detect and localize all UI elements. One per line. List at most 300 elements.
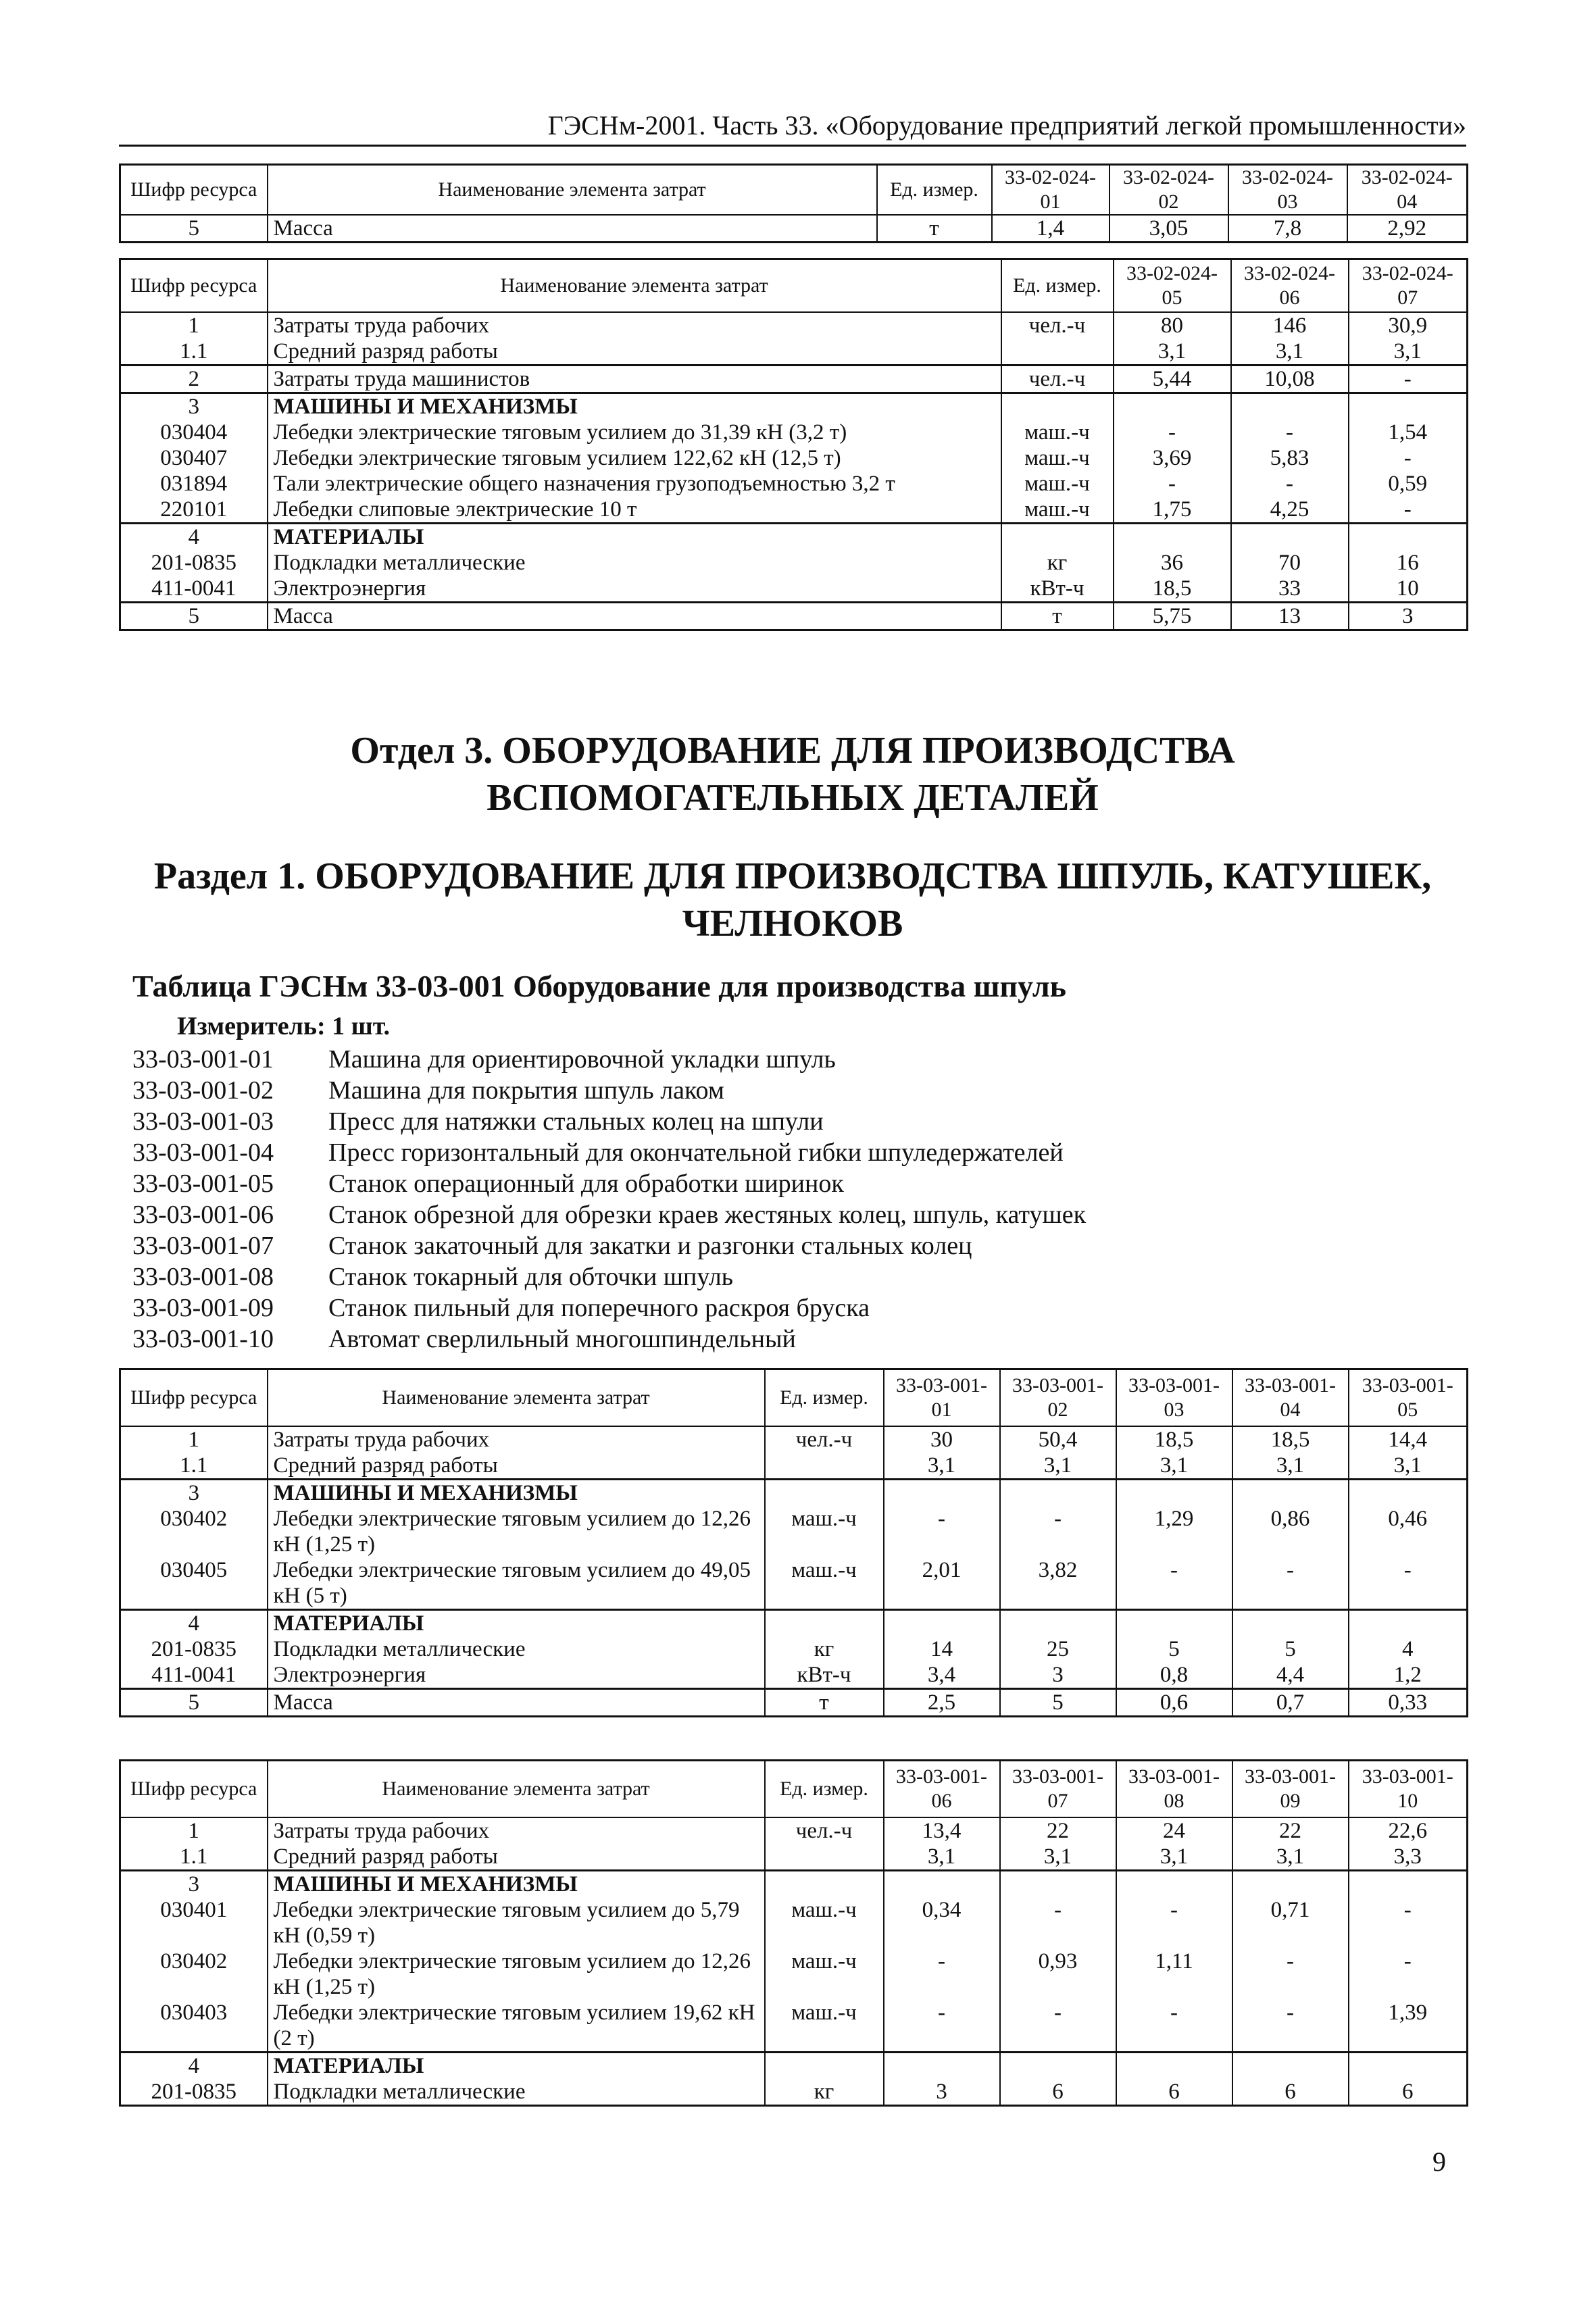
table-row	[120, 338, 1468, 366]
group-heading: МАТЕРИАЛЫ	[268, 2052, 765, 2079]
unit-cell: маш.-ч	[765, 2000, 884, 2053]
value-cell: 1,75	[1114, 497, 1231, 524]
value-cell: 14	[884, 1636, 1000, 1662]
table-row	[120, 1817, 1468, 1844]
resource-code: 1	[120, 1426, 268, 1453]
group-heading: МАШИНЫ И МЕХАНИЗМЫ	[268, 393, 1001, 420]
value-cell	[1349, 2052, 1468, 2079]
value-cell: 13,4	[884, 1817, 1000, 1844]
value-cell	[1349, 1479, 1468, 1506]
resource-table-001-01-05	[119, 1368, 1468, 1717]
value-cell: 30,9	[1349, 312, 1468, 338]
value-cell: 0,46	[1349, 1506, 1468, 1557]
table-row	[120, 576, 1468, 603]
item-code: 33-03-001-06	[132, 1201, 274, 1229]
item-code: 33-03-001-02	[132, 1076, 274, 1105]
value-cell: 6	[1349, 2079, 1468, 2106]
value-cell: 22,6	[1349, 1817, 1468, 1844]
value-cell: 0,86	[1232, 1506, 1349, 1557]
unit-cell: кг	[765, 1636, 884, 1662]
value-cell: 4	[1349, 1636, 1468, 1662]
resource-code: 5	[120, 215, 268, 243]
value-cell: 5	[1116, 1636, 1232, 1662]
resource-code: 030402	[120, 1948, 268, 2000]
table-row	[120, 365, 1468, 393]
value-cell: 3,1	[1349, 338, 1468, 366]
value-cell: 3	[884, 2079, 1000, 2106]
value-cell: 3,1	[1231, 338, 1349, 366]
value-cell: 16	[1349, 550, 1468, 576]
unit-cell: маш.-ч	[765, 1506, 884, 1557]
value-cell: 0,6	[1116, 1688, 1232, 1716]
group-heading: МАШИНЫ И МЕХАНИЗМЫ	[268, 1870, 765, 1897]
resource-code: 3	[120, 1479, 268, 1506]
unit-cell: кВт-ч	[1001, 576, 1114, 603]
resource-name: Лебедки электрические тяговым усилием 19,62 кН (2 т)	[268, 2000, 765, 2053]
value-cell	[884, 1479, 1000, 1506]
item-code: 33-03-001-08	[132, 1263, 274, 1291]
value-cell: 5	[1232, 1636, 1349, 1662]
group-heading: МАШИНЫ И МЕХАНИЗМЫ	[268, 1479, 765, 1506]
value-cell: -	[1349, 445, 1468, 471]
value-cell: 7,8	[1228, 215, 1347, 243]
resource-code: 2	[120, 365, 268, 393]
value-cell: 80	[1114, 312, 1231, 338]
value-cell	[1000, 2052, 1116, 2079]
value-cell	[1000, 1870, 1116, 1897]
running-header: ГЭСНм-2001. Часть 33. «Оборудование предприятий легкой промышленности»	[119, 108, 1466, 147]
value-cell: 18,5	[1232, 1426, 1349, 1453]
resource-name: Масса	[268, 1688, 765, 1716]
resource-name: Электроэнергия	[268, 576, 1001, 603]
value-cell: 0,34	[884, 1897, 1000, 1948]
list-item	[132, 1199, 1457, 1230]
column-header: 33-03-001-02	[1000, 1369, 1116, 1426]
value-cell: 3,1	[1000, 1844, 1116, 1871]
list-item	[132, 1292, 1457, 1324]
value-cell	[1000, 1609, 1116, 1636]
resource-name: Подкладки металлические	[268, 550, 1001, 576]
unit-cell: кВт-ч	[765, 1662, 884, 1689]
value-cell	[1114, 393, 1231, 420]
unit-cell: маш.-ч	[765, 1897, 884, 1948]
column-header: 33-02-024-03	[1228, 165, 1347, 216]
value-cell: 14,4	[1349, 1426, 1468, 1453]
column-header: 33-03-001-07	[1000, 1761, 1116, 1817]
value-cell: -	[1232, 1557, 1349, 1610]
list-item	[132, 1261, 1457, 1292]
value-cell: 30	[884, 1426, 1000, 1453]
value-cell: 0,71	[1232, 1897, 1349, 1948]
unit-cell: маш.-ч	[765, 1948, 884, 2000]
table-title: Таблица ГЭСНм 33-03-001 Оборудование для производства шпуль	[132, 969, 1066, 1003]
value-cell: -	[1231, 471, 1349, 497]
department-heading	[119, 727, 1466, 822]
value-cell	[1000, 1479, 1116, 1506]
table-row	[120, 1557, 1468, 1610]
value-cell: 10,08	[1231, 365, 1349, 393]
value-cell	[1232, 1609, 1349, 1636]
resource-code: 411-0041	[120, 576, 268, 603]
value-cell: 3,1	[1000, 1453, 1116, 1480]
resource-name: Лебедки электрические тяговым усилием до 49,05 кН (5 т)	[268, 1557, 765, 1610]
item-name: Машина для ориентировочной укладки шпуль	[328, 1045, 836, 1074]
table-row	[120, 1609, 1468, 1636]
section-heading	[119, 853, 1466, 947]
name-header: Наименование элемента затрат	[268, 259, 1001, 312]
value-cell: -	[1232, 2000, 1349, 2053]
table-row	[120, 1897, 1468, 1948]
column-header: 33-02-024-05	[1114, 259, 1231, 312]
table-row	[120, 550, 1468, 576]
value-cell: 3,05	[1109, 215, 1228, 243]
table-row	[120, 2079, 1468, 2106]
resource-code: 1	[120, 1817, 268, 1844]
table-row	[120, 312, 1468, 338]
value-cell: 36	[1114, 550, 1231, 576]
value-cell	[1232, 1870, 1349, 1897]
unit-cell	[1001, 393, 1114, 420]
value-cell: 0,93	[1000, 1948, 1116, 2000]
table-row	[120, 1479, 1468, 1506]
unit-cell	[1001, 523, 1114, 550]
value-cell	[1349, 1870, 1468, 1897]
value-cell: 1,54	[1349, 420, 1468, 445]
resource-code: 220101	[120, 497, 268, 524]
item-name: Станок токарный для обточки шпуль	[328, 1263, 734, 1291]
value-cell: -	[884, 2000, 1000, 2053]
value-cell: -	[1231, 420, 1349, 445]
resource-code: 3	[120, 393, 268, 420]
value-cell: 3,3	[1349, 1844, 1468, 1871]
resource-code: 1.1	[120, 1453, 268, 1480]
column-header: 33-03-001-05	[1349, 1369, 1468, 1426]
value-cell: -	[1349, 497, 1468, 524]
list-item	[132, 1230, 1457, 1261]
list-item	[132, 1168, 1457, 1199]
column-header: 33-02-024-04	[1347, 165, 1468, 216]
unit-cell	[765, 1609, 884, 1636]
value-cell: -	[884, 1948, 1000, 2000]
unit-cell	[765, 1870, 884, 1897]
resource-code: 1.1	[120, 1844, 268, 1871]
column-header: 33-03-001-10	[1349, 1761, 1468, 1817]
table-row	[120, 1844, 1468, 1871]
unit-cell	[765, 2052, 884, 2079]
department-heading-line: ВСПОМОГАТЕЛЬНЫХ ДЕТАЛЕЙ	[487, 777, 1099, 819]
value-cell: 5,83	[1231, 445, 1349, 471]
table-row	[120, 1948, 1468, 2000]
value-cell	[1231, 523, 1349, 550]
value-cell: 1,29	[1116, 1506, 1232, 1557]
item-name: Пресс горизонтальный для окончательной гибки шпуледержателей	[328, 1138, 1064, 1167]
value-cell	[884, 1609, 1000, 1636]
table-row	[120, 523, 1468, 550]
unit-cell: чел.-ч	[1001, 312, 1114, 338]
value-cell	[1116, 1609, 1232, 1636]
resource-name: Лебедки электрические тяговым усилием до 12,26 кН (1,25 т)	[268, 1506, 765, 1557]
resource-code: 3	[120, 1870, 268, 1897]
value-cell	[884, 1870, 1000, 1897]
value-cell: 0,33	[1349, 1688, 1468, 1716]
value-cell: 3,1	[1114, 338, 1231, 366]
value-cell: 25	[1000, 1636, 1116, 1662]
resource-name: Электроэнергия	[268, 1662, 765, 1689]
resource-name: Средний разряд работы	[268, 338, 1001, 366]
unit-cell: чел.-ч	[1001, 365, 1114, 393]
value-cell	[1232, 2052, 1349, 2079]
unit-cell	[765, 1479, 884, 1506]
unit-cell: маш.-ч	[1001, 420, 1114, 445]
value-cell: 3,4	[884, 1662, 1000, 1689]
meter-label: Измеритель: 1 шт.	[177, 1012, 391, 1040]
table-row	[120, 1636, 1468, 1662]
value-cell: -	[1349, 365, 1468, 393]
item-code: 33-03-001-01	[132, 1045, 274, 1074]
column-header: 33-03-001-06	[884, 1761, 1000, 1817]
item-code: 33-03-001-10	[132, 1325, 274, 1353]
value-cell: 6	[1116, 2079, 1232, 2106]
value-cell: 3,82	[1000, 1557, 1116, 1610]
section-heading-line: ЧЕЛНОКОВ	[682, 903, 903, 945]
column-header: 33-03-001-08	[1116, 1761, 1232, 1817]
value-cell: 5,44	[1114, 365, 1231, 393]
resource-name: Подкладки металлические	[268, 2079, 765, 2106]
value-cell: -	[1000, 2000, 1116, 2053]
code-header: Шифр ресурса	[120, 1761, 268, 1817]
value-cell: 1,2	[1349, 1662, 1468, 1689]
code-header: Шифр ресурса	[120, 165, 268, 216]
value-cell	[1116, 1479, 1232, 1506]
table-row	[120, 1426, 1468, 1453]
resource-code: 030401	[120, 1897, 268, 1948]
resource-name: Затраты труда машинистов	[268, 365, 1001, 393]
value-cell: 3,1	[1116, 1844, 1232, 1871]
table-row	[120, 1506, 1468, 1557]
value-cell: -	[1114, 420, 1231, 445]
value-cell: -	[1114, 471, 1231, 497]
column-header: 33-02-024-01	[992, 165, 1109, 216]
value-cell	[1231, 393, 1349, 420]
value-cell: 1,39	[1349, 2000, 1468, 2053]
value-cell: 5,75	[1114, 602, 1231, 630]
section-heading-line: Раздел 1. ОБОРУДОВАНИЕ ДЛЯ ПРОИЗВОДСТВА ШПУЛЬ, КАТУШЕК,	[153, 855, 1432, 897]
name-header: Наименование элемента затрат	[268, 165, 877, 216]
list-item	[132, 1075, 1457, 1106]
unit-cell: чел.-ч	[765, 1817, 884, 1844]
resource-name: Масса	[268, 215, 877, 243]
resource-code: 5	[120, 602, 268, 630]
list-item	[132, 1137, 1457, 1168]
resource-code: 030405	[120, 1557, 268, 1610]
value-cell: 3,1	[1349, 1453, 1468, 1480]
value-cell: 3	[1000, 1662, 1116, 1689]
value-cell: -	[1116, 2000, 1232, 2053]
value-cell	[1116, 1870, 1232, 1897]
column-header: 33-03-001-03	[1116, 1369, 1232, 1426]
unit-cell: маш.-ч	[765, 1557, 884, 1610]
unit-cell: т	[765, 1688, 884, 1716]
value-cell: 18,5	[1116, 1426, 1232, 1453]
value-cell	[884, 2052, 1000, 2079]
value-cell: 2,01	[884, 1557, 1000, 1610]
value-cell: 3,1	[1232, 1453, 1349, 1480]
resource-code: 031894	[120, 471, 268, 497]
resource-code: 4	[120, 1609, 268, 1636]
resource-table-024-05-07	[119, 258, 1468, 631]
list-item	[132, 1044, 1457, 1075]
unit-cell: чел.-ч	[765, 1426, 884, 1453]
table-row	[120, 1453, 1468, 1480]
resource-code: 4	[120, 523, 268, 550]
resource-code: 5	[120, 1688, 268, 1716]
item-code: 33-03-001-09	[132, 1294, 274, 1322]
value-cell: 3,1	[1232, 1844, 1349, 1871]
resource-table-024-01-04	[119, 164, 1468, 243]
resource-name: Тали электрические общего назначения грузоподъемностью 3,2 т	[268, 471, 1001, 497]
value-cell: 70	[1231, 550, 1349, 576]
unit-cell: т	[1001, 602, 1114, 630]
value-cell: 50,4	[1000, 1426, 1116, 1453]
item-name: Станок обрезной для обрезки краев жестяных колец, шпуль, катушек	[328, 1201, 1087, 1229]
value-cell: 33	[1231, 576, 1349, 603]
item-name: Станок операционный для обработки ширинок	[328, 1169, 844, 1198]
resource-code: 411-0041	[120, 1662, 268, 1689]
value-cell	[1114, 523, 1231, 550]
resource-name: Лебедки электрические тяговым усилием до 12,26 кН (1,25 т)	[268, 1948, 765, 2000]
value-cell: -	[1000, 1897, 1116, 1948]
column-header: 33-03-001-01	[884, 1369, 1000, 1426]
resource-name: Средний разряд работы	[268, 1844, 765, 1871]
value-cell	[1232, 1479, 1349, 1506]
resource-code: 030404	[120, 420, 268, 445]
value-cell: 0,59	[1349, 471, 1468, 497]
column-header: 33-02-024-02	[1109, 165, 1228, 216]
value-cell: -	[1349, 1948, 1468, 2000]
list-item	[132, 1324, 1457, 1355]
value-cell: -	[1349, 1557, 1468, 1610]
item-code: 33-03-001-04	[132, 1138, 274, 1167]
resource-name: Лебедки электрические тяговым усилием до 31,39 кН (3,2 т)	[268, 420, 1001, 445]
unit-cell: маш.-ч	[1001, 471, 1114, 497]
table-row	[120, 215, 1468, 243]
unit-cell: т	[877, 215, 992, 243]
value-cell: 146	[1231, 312, 1349, 338]
value-cell: 3	[1349, 602, 1468, 630]
table-row	[120, 420, 1468, 445]
value-cell	[1349, 393, 1468, 420]
value-cell: -	[1116, 1897, 1232, 1948]
table-row	[120, 2052, 1468, 2079]
resource-table-001-06-10	[119, 1759, 1468, 2107]
value-cell: 6	[1232, 2079, 1349, 2106]
item-name: Машина для покрытия шпуль лаком	[328, 1076, 724, 1105]
unit-cell	[765, 1453, 884, 1480]
resource-code: 201-0835	[120, 550, 268, 576]
list-item	[132, 1106, 1457, 1137]
value-cell: 13	[1231, 602, 1349, 630]
value-cell: 0,7	[1232, 1688, 1349, 1716]
value-cell: 3,69	[1114, 445, 1231, 471]
value-cell	[1349, 523, 1468, 550]
table-row	[120, 1688, 1468, 1716]
unit-cell: кг	[1001, 550, 1114, 576]
value-cell: 4,4	[1232, 1662, 1349, 1689]
item-name: Автомат сверлильный многошпиндельный	[328, 1325, 796, 1353]
table-row	[120, 393, 1468, 420]
resource-code: 1.1	[120, 338, 268, 366]
value-cell: 24	[1116, 1817, 1232, 1844]
page-number: 9	[1432, 2146, 1446, 2177]
column-header: 33-03-001-09	[1232, 1761, 1349, 1817]
table-row	[120, 602, 1468, 630]
unit-cell: маш.-ч	[1001, 497, 1114, 524]
item-name: Станок пильный для поперечного раскроя бруска	[328, 1294, 870, 1322]
resource-code: 030402	[120, 1506, 268, 1557]
unit-cell	[765, 1844, 884, 1871]
column-header: 33-03-001-04	[1232, 1369, 1349, 1426]
value-cell	[1349, 1609, 1468, 1636]
resource-name: Средний разряд работы	[268, 1453, 765, 1480]
name-header: Наименование элемента затрат	[268, 1369, 765, 1426]
table-row	[120, 445, 1468, 471]
value-cell: -	[1000, 1506, 1116, 1557]
value-cell: 10	[1349, 576, 1468, 603]
resource-code: 201-0835	[120, 2079, 268, 2106]
item-code: 33-03-001-05	[132, 1169, 274, 1198]
value-cell: 3,1	[1116, 1453, 1232, 1480]
value-cell: 6	[1000, 2079, 1116, 2106]
resource-name: Подкладки металлические	[268, 1636, 765, 1662]
group-heading: МАТЕРИАЛЫ	[268, 1609, 765, 1636]
resource-code: 030407	[120, 445, 268, 471]
department-heading-line: Отдел 3. ОБОРУДОВАНИЕ ДЛЯ ПРОИЗВОДСТВА	[350, 730, 1235, 772]
item-name: Станок закаточный для закатки и разгонки стальных колец	[328, 1232, 972, 1260]
value-cell: -	[1116, 1557, 1232, 1610]
unit-header: Ед. измер.	[1001, 259, 1114, 312]
group-heading: МАТЕРИАЛЫ	[268, 523, 1001, 550]
resource-code: 030403	[120, 2000, 268, 2053]
value-cell: 18,5	[1114, 576, 1231, 603]
value-cell	[1116, 2052, 1232, 2079]
table-row	[120, 1662, 1468, 1689]
resource-name: Масса	[268, 602, 1001, 630]
value-cell: -	[1232, 1948, 1349, 2000]
value-cell: -	[884, 1506, 1000, 1557]
resource-name: Затраты труда рабочих	[268, 1426, 765, 1453]
unit-header: Ед. измер.	[877, 165, 992, 216]
table-row	[120, 471, 1468, 497]
table-row	[120, 497, 1468, 524]
value-cell: 3,1	[884, 1453, 1000, 1480]
item-code: 33-03-001-07	[132, 1232, 274, 1260]
resource-code: 201-0835	[120, 1636, 268, 1662]
value-cell: 4,25	[1231, 497, 1349, 524]
table-row	[120, 2000, 1468, 2053]
unit-cell	[1001, 338, 1114, 366]
resource-name: Лебедки электрические тяговым усилием 122,62 кН (12,5 т)	[268, 445, 1001, 471]
table-row	[120, 1870, 1468, 1897]
unit-header: Ед. измер.	[765, 1761, 884, 1817]
value-cell: 1,11	[1116, 1948, 1232, 2000]
column-header: 33-02-024-06	[1231, 259, 1349, 312]
value-cell: 3,1	[884, 1844, 1000, 1871]
unit-header: Ед. измер.	[765, 1369, 884, 1426]
name-header: Наименование элемента затрат	[268, 1761, 765, 1817]
resource-name: Лебедки электрические тяговым усилием до 5,79 кН (0,59 т)	[268, 1897, 765, 1948]
item-list	[132, 1044, 1457, 1355]
unit-cell: маш.-ч	[1001, 445, 1114, 471]
